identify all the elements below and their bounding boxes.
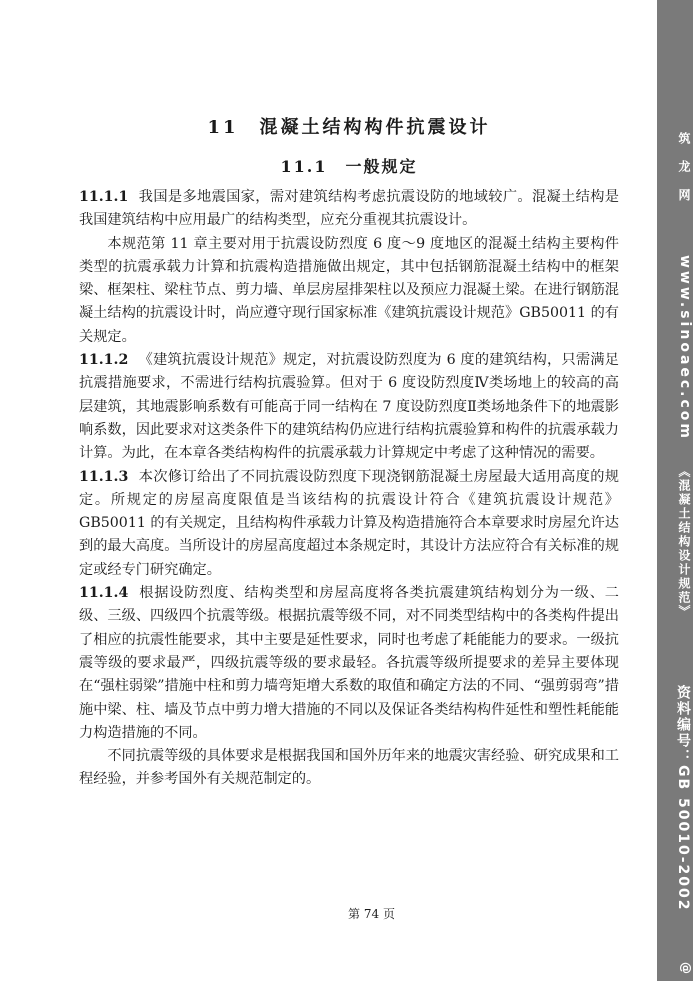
page-number (0, 905, 693, 922)
sidebar-mark: @ (679, 962, 693, 976)
sidebar-site-url[interactable]: www.sinoaec.com (677, 255, 693, 442)
paragraph-text: 不同抗震等级的具体要求是根据我国和国外历年来的地震灾害经验、研究成果和工程经验，并参考国外有关规范制定的。 (79, 748, 619, 788)
paragraph-text: 本规范第 11 章主要对用于抗震设防烈度 6 度～9 度地区的混凝土结构主要构件类型的抗震承载力计算和抗震构造措施做出规定，其中包括钢筋混凝土结构中的框架梁、框架柱、梁柱节点、剪力墙、单层房屋排架柱以及预应力混凝土梁。在进行钢筋混凝土结构的抗震设计时，尚应遵守现行国家标准《建筑抗震设计规范》GB50011 的有关规定。 (79, 235, 619, 345)
clause-text: 本次修订给出了不同抗震设防烈度下现浇钢筋混凝土房屋最大适用高度的规定。所规定的房屋高度限值是当该结构的抗震设计符合《建筑抗震设计规范》GB50011 的有关规定，且结构构件承载力计算及构造措施符合本章要求时房屋允许达到的最大高度。当所设计的房屋高度超过本条规定时，其设计方法应符合有关标准的规定或经专门研究确定。 (79, 468, 619, 578)
clause-11-1-2 (79, 349, 619, 465)
clause-11-1-3 (79, 466, 619, 582)
clause-number: 11.1.2 (79, 352, 129, 369)
right-sidebar (657, 0, 693, 981)
clause-11-1-1 (79, 186, 619, 233)
clause-number: 11.1.1 (79, 189, 129, 205)
clause-text: 《建筑抗震设计规范》规定，对抗震设防烈度为 6 度的建筑结构，只需满足抗震措施要求，不需进行结构抗震验算。但对于 6 度设防烈度Ⅳ类场地上的较高的高层建筑，其地震影响系数有可能高于同一结构在 7 度设防烈度Ⅱ类场地条件下的地震影响系数，因此要求对这类条件下的建筑结构仍应进行结构抗震验算和构件的抗震承载力计算。为此，在本章各类结构构件的抗震承载力计算规定中考虑了这种情况的需要。 (79, 352, 619, 462)
clause-text: 根据设防烈度、结构类型和房屋高度将各类抗震建筑结构划分为一级、二级、三级、四级四个抗震等级。根据抗震等级不同，对不同类型结构中的各类构件提出了相应的抗震性能要求，其中主要是延性要求，同时也考虑了耗能能力的要求。一级抗震等级的要求最严，四级抗震等级的要求最轻。各抗震等级所提要求的差异主要体现在“强柱弱梁”措施中柱和剪力墙弯矩增大系数的取值和确定方法的不同、“强剪弱弯”措施中梁、柱、墙及节点中剪力增大措施的不同以及保证各类结构构件延性和塑性耗能能力构造措施的不同。 (79, 585, 619, 741)
section-title: 11.1 一般规定 (280, 157, 418, 176)
page-content (79, 112, 619, 792)
page-number-text: 第 74 页 (348, 907, 395, 921)
sidebar-site-name: 筑 龙 网 (677, 132, 691, 207)
clause-text: 我国是多地震国家，需对建筑结构考虑抗震设防的地域较广。混凝土结构是我国建筑结构中应用最广的结构类型，应充分重视其抗震设计。 (79, 189, 619, 229)
clause-number: 11.1.3 (79, 468, 129, 485)
sidebar-doc-number: 资料编号：GB 50010-2002 (675, 685, 691, 912)
clause-11-1-4 (79, 582, 619, 745)
paragraph (79, 233, 619, 349)
clause-number: 11.1.4 (79, 585, 129, 602)
chapter-title: 11 混凝土结构构件抗震设计 (207, 117, 491, 138)
sidebar-book-title: 《混凝土结构设计规范》 (677, 465, 691, 619)
paragraph (79, 745, 619, 792)
